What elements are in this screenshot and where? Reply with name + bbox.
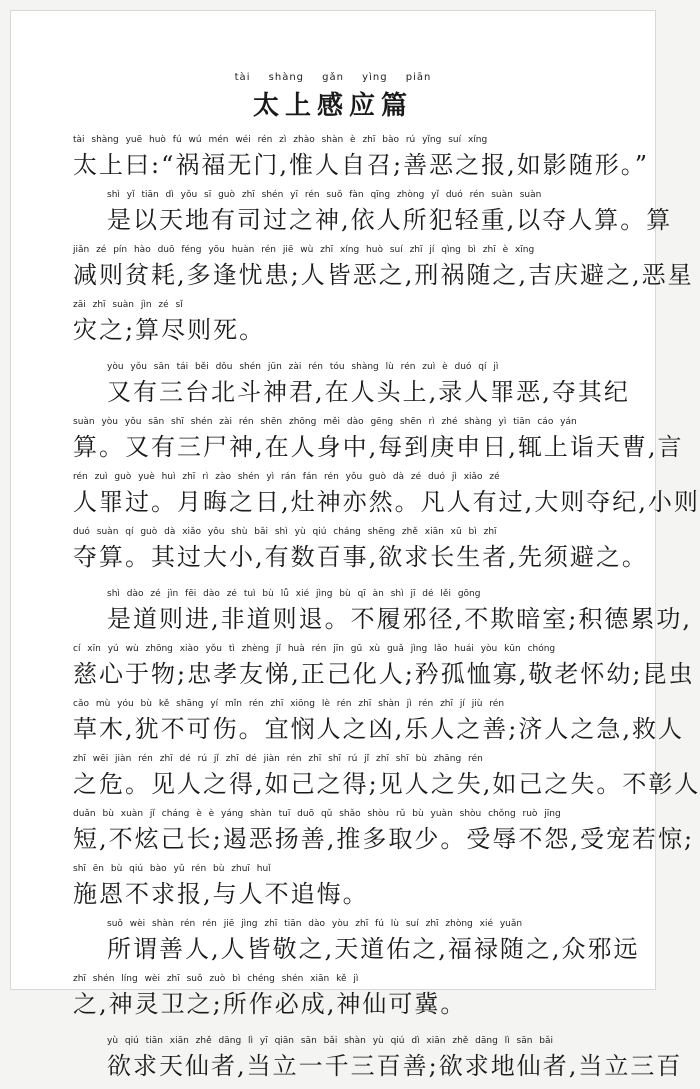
pinyin-annotation: zhī wēi jiàn rén zhī dé rú jǐ zhī dé jiàn rén zhī shī rú jǐ zhī shī bù zhāng rén [73, 754, 483, 764]
chinese-text: 又有三台北斗神君,在人头上,录人罪恶,夺其纪 [107, 378, 630, 406]
text-body [73, 133, 700, 1089]
chinese-text: 是以天地有司过之神,依人所犯轻重,以夺人算。算 [107, 206, 673, 234]
pinyin-annotation: suàn yòu yǒu sān shī shén zài rén shēn zhōng měi dào gēng shēn rì zhé shàng yì tiān cáo yán [73, 417, 577, 427]
title-pinyin: tài shàng gǎn yìng piān [234, 72, 432, 83]
text-line [73, 862, 635, 917]
text-line [73, 1034, 683, 1089]
chinese-text: 减则贫耗,多逢忧患;人皆恶之,刑祸随之,吉庆避之,恶星 [73, 261, 694, 289]
pinyin-annotation: shì dào zé jìn fēi dào zé tuì bù lǚ xié jìng bù qī àn shì jī dé lěi gōng [107, 589, 481, 599]
chinese-text: 草木,犹不可伤。宜悯人之凶,乐人之善;济人之急,救人 [73, 715, 684, 743]
chinese-text: 之危。见人之得,如己之得;见人之失,如己之失。不彰人 [73, 770, 700, 798]
book-page [10, 10, 700, 1080]
pinyin-annotation: duǎn bù xuàn jǐ cháng è è yáng shàn tuī duō qǔ shǎo shòu rǔ bù yuàn shòu chǒng ruò jīng [73, 809, 561, 819]
text-line [73, 917, 640, 972]
pinyin-annotation: duó suàn qí guò dà xiǎo yǒu shù bǎi shì yù qiú cháng shēng zhě xiān xū bì zhī [73, 527, 497, 537]
chinese-text: 所谓善人,人皆敬之,天道佑之,福禄随之,众邪远 [107, 935, 640, 963]
page-title: 太上感应篇 [252, 91, 413, 121]
text-line [73, 470, 700, 525]
pinyin-annotation: jiǎn zé pín hào duō féng yōu huàn rén jiē wù zhī xíng huò suí zhī jí qìng bì zhī è xīng [73, 245, 535, 255]
pinyin-annotation: cǎo mù yóu bù kě shāng yí mǐn rén zhī xiōng lè rén zhī shàn jì rén zhī jí jiù rén [73, 699, 505, 709]
chinese-text: 短,不炫己长;遏恶扬善,推多取少。受辱不怨,受宠若惊; [73, 825, 695, 853]
chinese-text: 夺算。其过大小,有数百事,欲求长生者,先须避之。 [73, 543, 648, 571]
chapter-heading [11, 71, 655, 123]
text-line [73, 360, 635, 415]
chinese-text: 算。又有三尸神,在人身中,每到庚申日,辄上诣天曹,言 [73, 433, 684, 461]
pinyin-annotation: shì yǐ tiān dì yǒu sī guò zhī shén yī rén suǒ fàn qīng zhòng yǐ duó rén suàn suàn [107, 190, 542, 200]
text-line [73, 415, 684, 470]
text-line [73, 807, 695, 862]
pinyin-annotation: yù qiú tiān xiān zhě dāng lì yī qiān sān bǎi shàn yù qiú dì xiān zhě dāng lì sān bǎi [107, 1036, 554, 1046]
text-line [73, 243, 694, 298]
text-line [73, 298, 635, 360]
text-line [73, 642, 695, 697]
pinyin-annotation: zāi zhī suàn jìn zé sǐ [73, 300, 183, 310]
chinese-text: 欲求天仙者,当立一千三百善;欲求地仙者,当立三百 [107, 1052, 683, 1080]
chinese-text: 施恩不求报,与人不追悔。 [73, 880, 369, 908]
pinyin-annotation: cí xīn yú wù zhōng xiào yǒu tì zhèng jǐ huà rén jīn gū xù guǎ jìng lǎo huái yòu kūn chóng [73, 644, 556, 654]
text-line [73, 697, 684, 752]
chinese-text: 人罪过。月晦之日,灶神亦然。凡人有过,大则夺纪,小则 [73, 488, 700, 516]
chinese-text: 是道则进,非道则退。不履邪径,不欺暗室;积德累功, [107, 605, 692, 633]
chinese-text: 慈心于物;忠孝友悌,正己化人;矜孤恤寡,敬老怀幼;昆虫 [73, 660, 695, 688]
text-line [73, 752, 700, 807]
pinyin-annotation: rén zuì guò yuè huì zhī rì zào shén yì rán fán rén yǒu guò dà zé duó jì xiǎo zé [73, 472, 500, 482]
text-line [73, 525, 648, 587]
text-line [73, 188, 673, 243]
text-line [73, 133, 649, 188]
pinyin-annotation: shī ēn bù qiú bào yǔ rén bù zhuī huǐ [73, 864, 271, 874]
text-line [73, 587, 692, 642]
pinyin-annotation: zhī shén líng wèi zhī suǒ zuò bì chéng shén xiān kě jì [73, 974, 359, 984]
chinese-text: 灾之;算尽则死。 [73, 316, 266, 344]
pinyin-annotation: suǒ wèi shàn rén rén jiē jìng zhī tiān dào yòu zhī fú lù suí zhī zhòng xié yuǎn [107, 919, 523, 929]
chinese-text: 太上曰:“祸福无门,惟人自召;善恶之报,如影随形。” [73, 151, 649, 179]
text-line [73, 972, 635, 1034]
chinese-text: 之,神灵卫之;所作必成,神仙可冀。 [73, 990, 467, 1018]
pinyin-annotation: tài shàng yuē huò fú wú mén wéi rén zì zhào shàn è zhī bào rú yǐng suí xíng [73, 135, 488, 145]
pinyin-annotation: yòu yǒu sān tái běi dǒu shén jūn zài rén tóu shàng lù rén zuì è duó qí jì [107, 362, 499, 372]
